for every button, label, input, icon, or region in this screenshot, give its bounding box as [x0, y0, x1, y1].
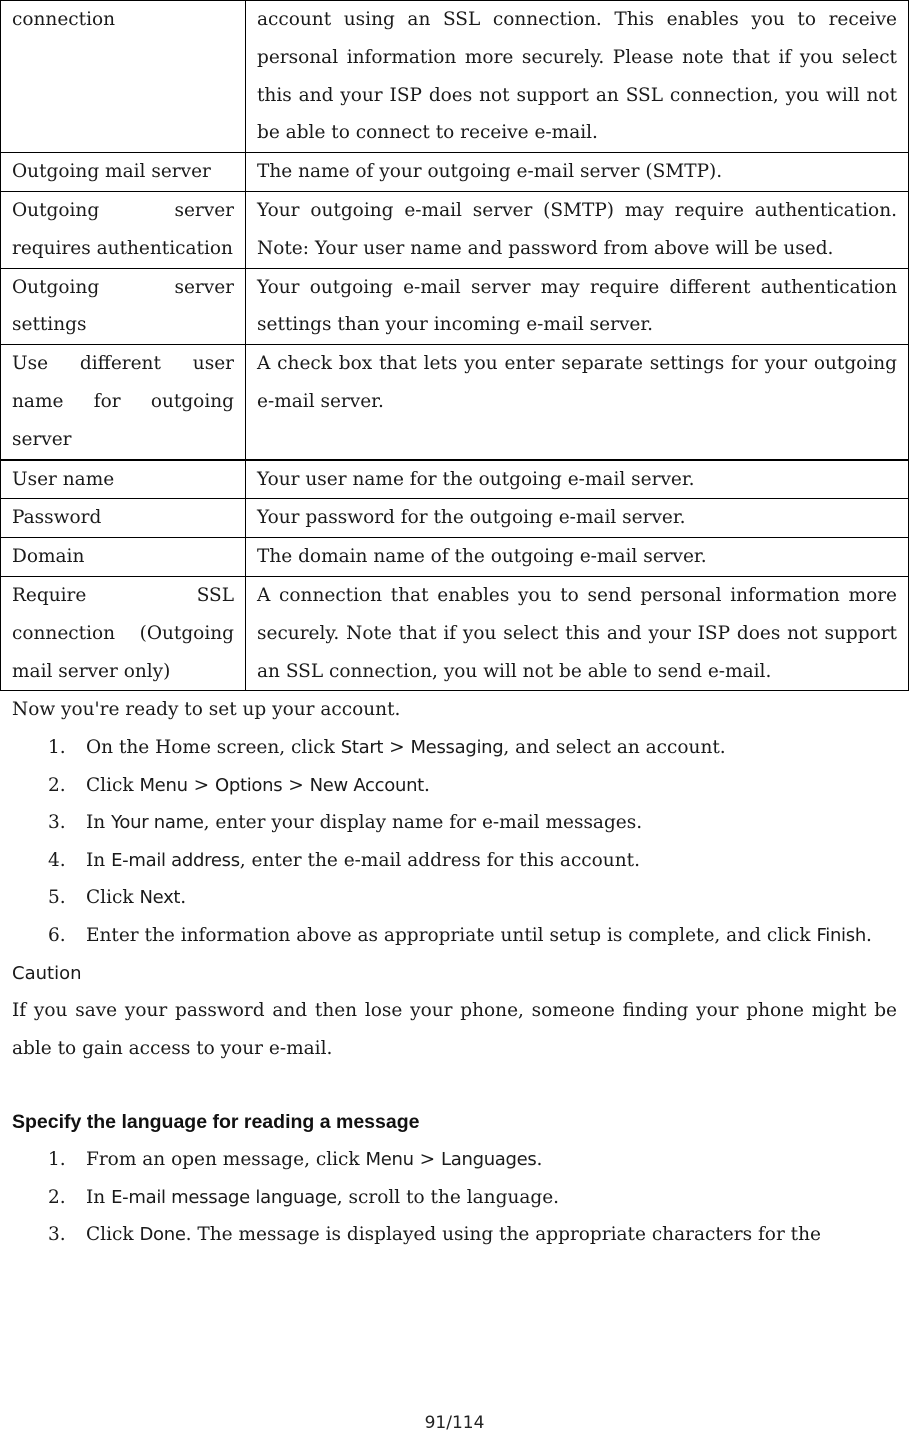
list-item — [0, 767, 909, 805]
page-number: 91/114 — [424, 1413, 485, 1433]
setup-intro: Now you're ready to set up your account. — [12, 699, 401, 721]
ui-term-done: Done — [139, 1224, 186, 1246]
table-row — [1, 460, 909, 499]
list-item — [0, 1179, 909, 1217]
step-text: Click — [86, 1224, 140, 1246]
language-steps-list — [0, 1141, 909, 1254]
setting-term: Outgoing server requires authentication — [1, 191, 246, 268]
table-row — [1, 538, 909, 577]
table-row — [1, 191, 909, 268]
step-number: 1. — [48, 1149, 66, 1171]
step-text: . — [865, 924, 872, 946]
ui-term-new-account: New Account — [309, 774, 424, 796]
table-row — [1, 576, 909, 690]
step-number: 2. — [48, 774, 66, 796]
step-text: , scroll to the language. — [336, 1186, 560, 1208]
setting-description: account using an SSL connection. This enables you to receive personal information more securely. Please note that if you select this and your ISP does not support an SSL connection, you will not be able to connect to receive e-mail. — [246, 1, 909, 153]
list-item — [0, 1216, 909, 1254]
caution-text: If you save your password and then lose your phone, someone finding your phone might be able to gain access to your e-mail. — [12, 1000, 897, 1059]
table-row — [1, 345, 909, 460]
step-number: 4. — [48, 849, 66, 871]
step-number: 2. — [48, 1186, 66, 1208]
setting-term: Password — [1, 499, 246, 538]
ui-term-options: Options — [214, 774, 283, 796]
ui-term-finish: Finish — [816, 924, 866, 946]
step-text: In — [86, 849, 112, 871]
ui-term-email-address: E-mail address — [111, 849, 240, 871]
setting-term: connection — [1, 1, 246, 153]
setup-steps-list — [0, 729, 909, 955]
setting-term: Outgoing server settings — [1, 268, 246, 345]
setting-description: Your outgoing e-mail server (SMTP) may require authentication. Note: Your user name and password from above will be used. — [246, 191, 909, 268]
step-text: Enter the information above as appropriate until setup is complete, and click — [86, 924, 817, 946]
setting-term: Use different user name for outgoing server — [1, 345, 246, 460]
section-heading: Specify the language for reading a message — [12, 1111, 420, 1134]
list-item — [0, 804, 909, 842]
setting-description: A check box that lets you enter separate settings for your outgoing e-mail server. — [246, 345, 909, 460]
step-number: 6. — [48, 924, 66, 946]
setting-term: User name — [1, 460, 246, 499]
list-item — [0, 917, 909, 955]
step-text: , and select an account. — [503, 736, 726, 758]
step-text: From an open message, click — [86, 1149, 366, 1171]
list-item — [0, 879, 909, 917]
ui-term-menu: Menu — [365, 1149, 414, 1171]
step-text: . — [536, 1149, 543, 1171]
step-text: , enter your display name for e-mail messages. — [203, 812, 643, 834]
step-number: 3. — [48, 1224, 66, 1246]
setting-term: Outgoing mail server — [1, 153, 246, 192]
ui-term-languages: Languages — [441, 1149, 537, 1171]
ui-term-messaging: Messaging — [410, 736, 504, 758]
step-number: 1. — [48, 736, 66, 758]
step-number: 5. — [48, 887, 66, 909]
table-row — [1, 499, 909, 538]
setting-description: The name of your outgoing e-mail server (SMTP). — [246, 153, 909, 192]
step-text: , enter the e-mail address for this account. — [239, 849, 640, 871]
step-separator: > — [187, 774, 215, 796]
setting-description: A connection that enables you to send personal information more securely. Note that if you select this and your ISP does not support an SSL connection, you will not be able to send e-mail. — [246, 576, 909, 690]
ui-term-email-message-language: E-mail message language — [111, 1186, 337, 1208]
ui-term-your-name: Your name — [111, 812, 204, 834]
list-item — [0, 842, 909, 880]
ui-term-start: Start — [340, 736, 384, 758]
list-item — [0, 729, 909, 767]
step-separator: > — [282, 774, 310, 796]
setting-term: Require SSL connection (Outgoing mail server only) — [1, 576, 246, 690]
step-separator: > — [413, 1149, 441, 1171]
ui-term-next: Next — [139, 887, 181, 909]
step-text: In — [86, 812, 112, 834]
step-text: On the Home screen, click — [86, 736, 341, 758]
table-row — [1, 153, 909, 192]
setting-description: Your user name for the outgoing e-mail server. — [246, 460, 909, 499]
step-text: . — [180, 887, 187, 909]
setting-description: The domain name of the outgoing e-mail server. — [246, 538, 909, 577]
setting-description: Your outgoing e-mail server may require different authentication settings than your incoming e-mail server. — [246, 268, 909, 345]
caution-title: Caution — [12, 962, 82, 984]
step-text: . The message is displayed using the appropriate characters for the — [185, 1224, 821, 1246]
step-text: Click — [86, 887, 140, 909]
step-text: Click — [86, 774, 140, 796]
table-row — [1, 1, 909, 153]
table-row — [1, 268, 909, 345]
section-spacer — [0, 1067, 909, 1104]
step-number: 3. — [48, 812, 66, 834]
list-item — [0, 1141, 909, 1179]
setting-term: Domain — [1, 538, 246, 577]
settings-table — [0, 0, 909, 691]
step-text: In — [86, 1186, 112, 1208]
step-text: . — [423, 774, 430, 796]
step-separator: > — [383, 736, 411, 758]
setting-description: Your password for the outgoing e-mail server. — [246, 499, 909, 538]
ui-term-menu: Menu — [139, 774, 188, 796]
